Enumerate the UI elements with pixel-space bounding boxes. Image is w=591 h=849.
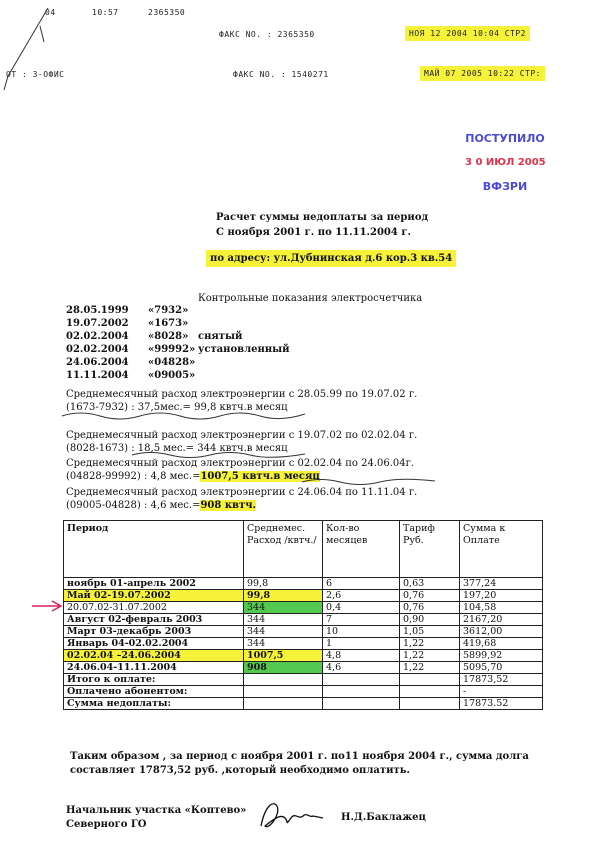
received-stamp-date: 3 0 ИЮЛ 2005 — [465, 157, 546, 168]
fax-time: 10:57 — [92, 8, 119, 17]
paid-value: - — [460, 686, 543, 698]
cell-sum: 5899,92 — [460, 650, 543, 662]
cell-period: Январь 04-02.02.2004 — [64, 638, 244, 650]
fax-sender: ОТ : 3-ОФИС — [6, 70, 65, 79]
table-total-row — [64, 674, 543, 686]
readings-date-3: 02.02.2004 — [66, 331, 129, 342]
calculation-table — [63, 520, 543, 710]
cell-sum: 2167,20 — [460, 614, 543, 626]
table-paid-row — [64, 686, 543, 698]
consumption-4-line1: Среднемесячный расход электроэнергии с 24.06.04 по 11.11.04 г. — [66, 487, 418, 498]
cell-period: 02.02.04 –24.06.2004 — [64, 650, 244, 662]
handwritten-signature — [255, 796, 327, 836]
red-arrow-icon — [30, 598, 66, 614]
cell-sum: 5095,70 — [460, 662, 543, 674]
table-header-row — [64, 521, 543, 578]
cell-tariff: 1,22 — [400, 650, 460, 662]
table-row — [64, 662, 543, 674]
signatory-department: Северного ГО — [66, 819, 147, 830]
cell-months: 0,4 — [323, 602, 400, 614]
cell-months: 6 — [323, 578, 400, 590]
cell-period: 20.07.02-31.07.2002 — [64, 602, 244, 614]
table-row — [64, 650, 543, 662]
fax-edge-scribble — [0, 6, 60, 96]
cell-tariff: 0,90 — [400, 614, 460, 626]
table-row — [64, 614, 543, 626]
due-value: 17873.52 — [460, 698, 543, 710]
readings-value-6: «09005» — [148, 370, 196, 381]
fax-number: 2365350 — [148, 8, 186, 17]
document-period: С ноября 2001 г. по 11.11.2004 г. — [216, 227, 411, 238]
cell-sum: 3612,00 — [460, 626, 543, 638]
cell-period: Март 03-декабрь 2003 — [64, 626, 244, 638]
cell-sum: 197,20 — [460, 590, 543, 602]
readings-date-6: 11.11.2004 — [66, 370, 129, 381]
header-avg: Среднемес. Расход /квтч./ — [244, 521, 323, 578]
table-row — [64, 638, 543, 650]
header-tariff: Тариф Руб. — [400, 521, 460, 578]
cell-months: 1 — [323, 638, 400, 650]
consumption-3-line2 — [66, 471, 320, 482]
consumption-1-line2: (1673-7932) : 37,5мес.= 99,8 квтч.в месяц — [66, 402, 288, 413]
signatory-title: Начальник участка «Коптево» — [66, 805, 247, 816]
consumption-4-result: 908 квтч. — [200, 500, 256, 511]
handwritten-underline-1 — [60, 408, 310, 422]
table-due-row — [64, 698, 543, 710]
readings-heading: Контрольные показания электросчетчика — [198, 293, 423, 304]
readings-value-1: «7932» — [148, 305, 189, 316]
consumption-2-line2: (8028-1673) : 18,5 мес.= 344 квтч.в месяц — [66, 443, 288, 454]
readings-date-2: 19.07.2002 — [66, 318, 129, 329]
readings-value-5: «04828» — [148, 357, 196, 368]
cell-tariff: 1,22 — [400, 638, 460, 650]
fax-header-line2: ФАКС NO. : 1540271 — [233, 70, 329, 79]
cell-sum: 377,24 — [460, 578, 543, 590]
readings-value-2: «1673» — [148, 318, 189, 329]
consumption-2-line1: Среднемесячный расход электроэнергии с 19.07.02 по 02.02.04 г. — [66, 430, 418, 441]
cell-sum: 419,68 — [460, 638, 543, 650]
table-row — [64, 602, 543, 614]
cell-tariff: 0,76 — [400, 602, 460, 614]
fax-timestamp-1: НОЯ 12 2004 10:04 СТР2 — [405, 26, 530, 41]
total-value: 17873,52 — [460, 674, 543, 686]
summary-line1: Таким образом , за период с ноября 2001 г. по11 ноября 2004 г., сумма долга — [70, 751, 529, 762]
cell-avg: 908 — [244, 662, 323, 674]
cell-tariff: 1,05 — [400, 626, 460, 638]
due-label: Сумма недоплаты: — [64, 698, 244, 710]
cell-period: ноябрь 01-апрель 2002 — [64, 578, 244, 590]
cell-avg: 344 — [244, 614, 323, 626]
received-stamp-title: ПОСТУПИЛО — [465, 132, 545, 145]
total-label: Итого к оплате: — [64, 674, 244, 686]
readings-date-4: 02.02.2004 — [66, 344, 129, 355]
consumption-3-formula: (04828-99992) : 4,8 мес.= — [66, 471, 201, 482]
received-stamp-dept: ВФЗРИ — [482, 180, 528, 193]
cell-tariff: 1,22 — [400, 662, 460, 674]
cell-avg: 344 — [244, 626, 323, 638]
cell-months: 4,8 — [323, 650, 400, 662]
document-address: по адресу: ул.Дубнинская д.6 кор.3 кв.54 — [206, 250, 456, 267]
readings-value-3: «8028» — [148, 331, 189, 342]
paid-label: Оплачено абонентом: — [64, 686, 244, 698]
consumption-1-line1: Среднемесячный расход электроэнергии с 28.05.99 по 19.07.02 г. — [66, 389, 418, 400]
consumption-3-result: 1007,5 квтч.в месяц — [200, 471, 320, 482]
cell-months: 10 — [323, 626, 400, 638]
fax-header-line1: ФАКС NO. : 2365350 — [219, 30, 315, 39]
document-title: Расчет суммы недоплаты за период — [216, 212, 429, 223]
header-months: Кол-во месяцев — [323, 521, 400, 578]
cell-avg: 1007,5 — [244, 650, 323, 662]
consumption-4-formula: (09005-04828) : 4,6 мес.= — [66, 500, 201, 511]
fax-page-number: 04 — [45, 8, 56, 17]
cell-avg: 99,8 — [244, 578, 323, 590]
readings-note-4: установленный — [198, 344, 290, 355]
cell-period: Май 02-19.07.2002 — [64, 590, 244, 602]
signatory-name: Н.Д.Баклажец — [341, 812, 426, 823]
cell-tariff: 0,63 — [400, 578, 460, 590]
table-row — [64, 578, 543, 590]
cell-months: 7 — [323, 614, 400, 626]
table-row — [64, 626, 543, 638]
header-sum: Сумма к Оплате — [460, 521, 543, 578]
readings-value-4: «99992» — [148, 344, 196, 355]
consumption-4-line2 — [66, 500, 256, 511]
header-period: Период — [64, 521, 244, 578]
cell-avg: 344 — [244, 602, 323, 614]
cell-months: 2,6 — [323, 590, 400, 602]
cell-sum: 104,58 — [460, 602, 543, 614]
cell-tariff: 0,76 — [400, 590, 460, 602]
cell-period: 24.06.04-11.11.2004 — [64, 662, 244, 674]
cell-avg: 99,8 — [244, 590, 323, 602]
fax-timestamp-2: МАЙ 07 2005 10:22 СТР: — [420, 66, 545, 81]
cell-avg: 344 — [244, 638, 323, 650]
consumption-3-line1: Среднемесячный расход электроэнергии с 02.02.04 по 24.06.04г. — [66, 458, 415, 469]
table-row — [64, 590, 543, 602]
cell-months: 4,6 — [323, 662, 400, 674]
cell-period: Август 02-февраль 2003 — [64, 614, 244, 626]
readings-note-3: снятый — [198, 331, 243, 342]
readings-date-5: 24.06.2004 — [66, 357, 129, 368]
summary-line2: составляет 17873,52 руб. ,который необходимо оплатить. — [70, 765, 410, 776]
readings-date-1: 28.05.1999 — [66, 305, 129, 316]
